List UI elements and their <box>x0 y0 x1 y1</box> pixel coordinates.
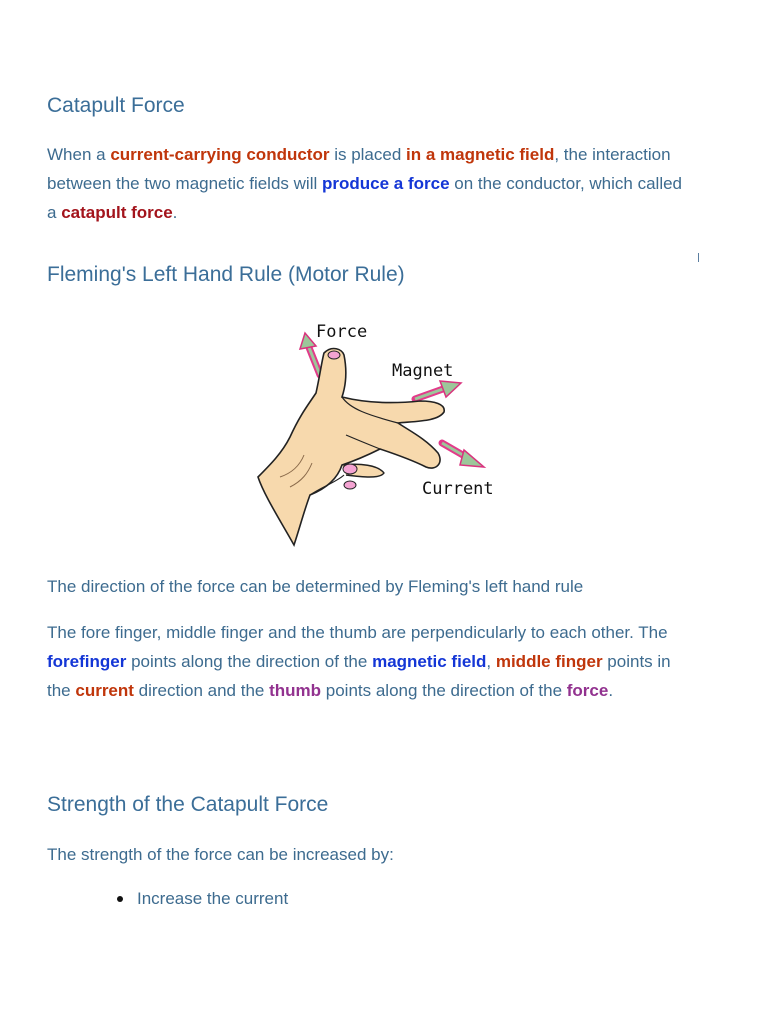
text: , the interaction between the two magnetic fields will <box>47 145 671 193</box>
text: The fore finger, middle finger and the thumb are perpendicularly to each other. The <box>47 623 668 642</box>
highlight-thumb: thumb <box>269 681 322 700</box>
highlight-catapult-force: catapult force <box>61 203 173 222</box>
label-current: Current <box>422 479 494 499</box>
arrow-icon <box>415 381 461 399</box>
paragraph-strength-intro: The strength of the force can be increased by: <box>47 845 394 864</box>
heading-strength-of-force: Strength of the Catapult Force <box>47 793 329 816</box>
cursor-mark <box>698 253 699 262</box>
paragraph-catapult-definition <box>47 140 687 227</box>
heading-flemings-left-hand-rule: Fleming's Left Hand Rule (Motor Rule) <box>47 263 405 286</box>
label-magnet: Magnet <box>392 361 454 381</box>
highlight-magnetic-field: magnetic field <box>372 652 487 671</box>
text: points in the <box>47 652 671 700</box>
highlight-forefinger: forefinger <box>47 652 127 671</box>
highlight-produce-force: produce a force <box>321 174 450 193</box>
text: on the conductor, which called a <box>47 174 683 222</box>
arrow-icon <box>442 443 484 467</box>
text: direction and the <box>133 681 270 700</box>
hand-illustration-icon <box>250 315 510 555</box>
heading-catapult-force: Catapult Force <box>47 94 185 117</box>
text: points along the direction of the <box>321 681 567 700</box>
text: points along the direction of the <box>126 652 373 671</box>
list-item: Increase the current <box>117 886 288 912</box>
highlight-current: current <box>75 681 134 700</box>
text: is placed <box>329 145 407 164</box>
highlight-force: force <box>566 681 609 700</box>
paragraph-fleming-explanation <box>47 618 687 705</box>
strength-list <box>117 886 288 912</box>
text: When a <box>47 145 111 164</box>
paragraph-fleming-intro: The direction of the force can be determined by Fleming's left hand rule <box>47 577 584 596</box>
label-force: Force <box>316 322 368 342</box>
text: , <box>486 652 496 671</box>
text: . <box>172 203 178 222</box>
text: . <box>608 681 614 700</box>
highlight-current-carrying-conductor: current-carrying conductor <box>110 145 330 164</box>
highlight-in-magnetic-field: in a magnetic field <box>406 145 555 164</box>
highlight-middle-finger: middle finger <box>495 652 603 671</box>
